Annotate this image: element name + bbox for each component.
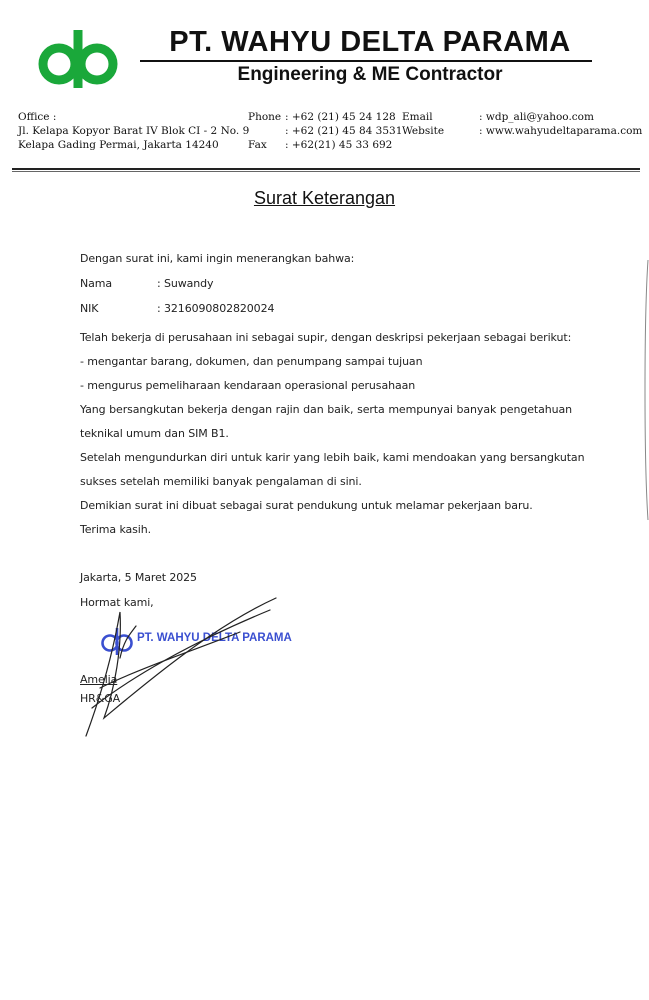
- field-value-nama: : Suwandy: [157, 277, 214, 290]
- company-tagline: Engineering & ME Contractor: [237, 64, 503, 85]
- website-label: Website: [402, 125, 445, 137]
- place-date: Jakarta, 5 Maret 2025: [80, 571, 197, 584]
- body-line: Yang bersangkutan bekerja dengan rajin dan baik, serta mempunyai banyak pengetahuan: [80, 403, 572, 416]
- signatory-title: HR&GA: [80, 692, 121, 705]
- signature-scribble: [70, 588, 290, 748]
- fax-number: : +62(21) 45 33 692: [285, 139, 393, 151]
- company-stamp-text: PT. WAHYU DELTA PARAMA: [137, 632, 292, 644]
- signatory-name: Amelia: [80, 673, 118, 686]
- company-logo: [38, 28, 118, 90]
- scan-edge-mark: [644, 260, 649, 520]
- header-divider: [12, 168, 640, 170]
- body-line: Telah bekerja di perusahaan ini sebagai supir, dengan deskripsi pekerjaan sebagai berikut:: [80, 331, 572, 344]
- phone-number-1: : +62 (21) 45 24 128: [285, 111, 396, 123]
- company-name: PT. WAHYU DELTA PARAMA: [169, 26, 571, 58]
- email-label: Email: [402, 111, 433, 123]
- closing-line: Hormat kami,: [80, 596, 154, 609]
- body-line: Terima kasih.: [80, 523, 152, 536]
- body-line: sukses setelah memiliki banyak pengalaman di sini.: [80, 475, 362, 488]
- body-line: Setelah mengundurkan diri untuk karir yang lebih baik, kami mendoakan yang bersangkutan: [80, 451, 585, 464]
- website-address[interactable]: : www.wahyudeltaparama.com: [479, 125, 643, 137]
- body-line: - mengantar barang, dokumen, dan penumpang sampai tujuan: [80, 355, 423, 368]
- intro-line: Dengan surat ini, kami ingin menerangkan bahwa:: [80, 252, 355, 265]
- address-line-2: Kelapa Gading Permai, Jakarta 14240: [18, 139, 219, 151]
- header-divider-thin: [12, 171, 640, 172]
- address-line-1: Jl. Kelapa Kopyor Barat IV Blok CI - 2 No. 9: [18, 125, 250, 137]
- field-label-nama: Nama: [80, 277, 113, 290]
- phone-number-2: : +62 (21) 45 84 3531: [285, 125, 403, 137]
- email-address[interactable]: : wdp_ali@yahoo.com: [479, 111, 594, 123]
- body-line: - mengurus pemeliharaan kendaraan operasional perusahaan: [80, 379, 416, 392]
- fax-label: Fax: [248, 139, 267, 151]
- letter-title: Surat Keterangan: [253, 188, 396, 208]
- field-label-nik: NIK: [80, 302, 99, 315]
- body-line: Demikian surat ini dibuat sebagai surat pendukung untuk melamar pekerjaan baru.: [80, 499, 533, 512]
- company-name-underline: [140, 60, 592, 62]
- field-value-nik: : 3216090802820024: [157, 302, 275, 315]
- phone-label: Phone: [248, 111, 282, 123]
- office-label: Office :: [18, 111, 57, 123]
- body-line: teknikal umum dan SIM B1.: [80, 427, 229, 440]
